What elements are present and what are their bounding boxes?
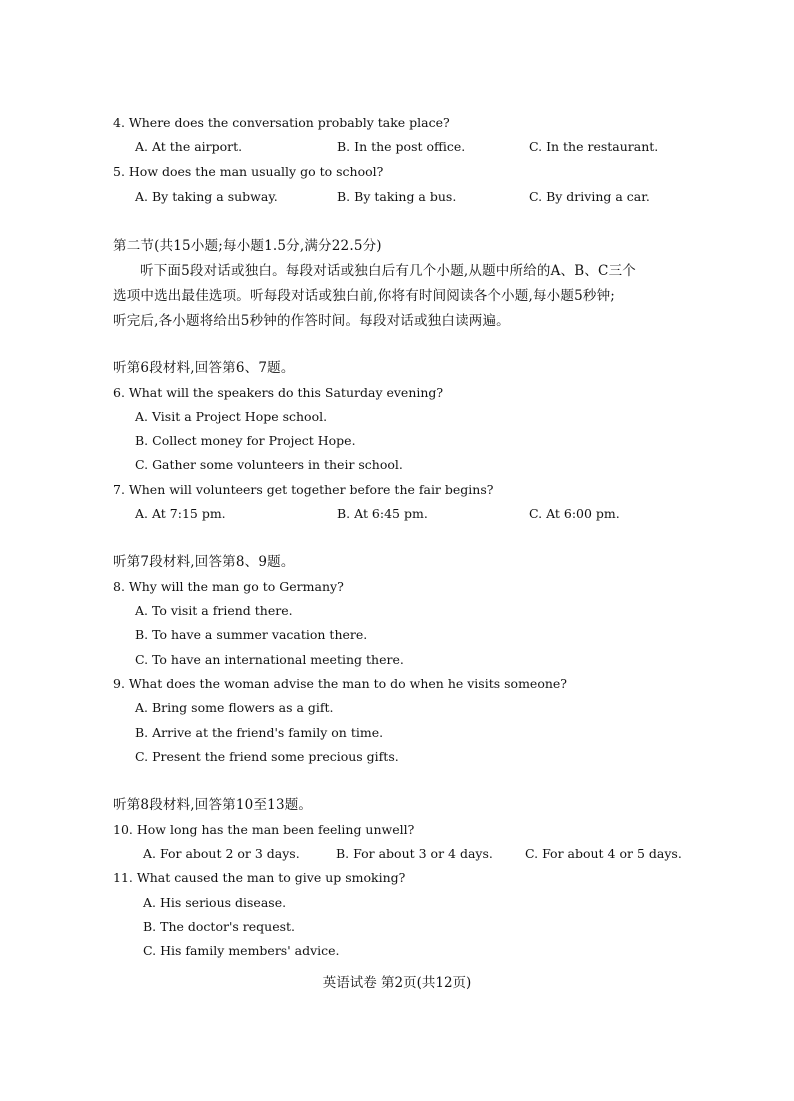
question-10-option-a: A. For about 2 or 3 days.: [143, 846, 300, 861]
question-9-option-c: C. Present the friend some precious gifts.: [135, 749, 399, 764]
question-7-stem: 7. When will volunteers get together before the fair begins?: [113, 482, 494, 497]
group-8-label: 听第8段材料,回答第10至13题。: [113, 797, 313, 813]
group-6-label: 听第6段材料,回答第6、7题。: [113, 360, 295, 376]
question-6-option-a: A. Visit a Project Hope school.: [135, 409, 328, 424]
section-2-heading: 第二节(共15小题;每小题1.5分,满分22.5分): [113, 238, 382, 254]
question-8-option-a: A. To visit a friend there.: [135, 603, 293, 618]
question-9-option-a: A. Bring some flowers as a gift.: [135, 700, 334, 715]
question-4-option-c: C. In the restaurant.: [529, 139, 659, 154]
question-7-option-a: A. At 7:15 pm.: [135, 506, 226, 521]
question-5-option-a: A. By taking a subway.: [135, 189, 278, 204]
question-9-stem: 9. What does the woman advise the man to do when he visits someone?: [113, 676, 567, 691]
question-6-option-c: C. Gather some volunteers in their school.: [135, 457, 403, 472]
question-11-stem: 11. What caused the man to give up smoking?: [113, 870, 406, 885]
question-4-option-b: B. In the post office.: [337, 139, 466, 154]
question-10-stem: 10. How long has the man been feeling unwell?: [113, 822, 415, 837]
question-7-option-b: B. At 6:45 pm.: [337, 506, 428, 521]
question-7-option-c: C. At 6:00 pm.: [529, 506, 620, 521]
question-5-option-b: B. By taking a bus.: [337, 189, 457, 204]
group-7-label: 听第7段材料,回答第8、9题。: [113, 554, 295, 570]
question-11-option-b: B. The doctor's request.: [143, 919, 296, 934]
question-4-option-a: A. At the airport.: [135, 139, 243, 154]
question-9-option-b: B. Arrive at the friend's family on time.: [135, 725, 384, 740]
section-2-instructions-line-2: 选项中选出最佳选项。听每段对话或独白前,你将有时间阅读各个小题,每小题5秒钟;: [113, 288, 616, 304]
question-5-option-c: C. By driving a car.: [529, 189, 650, 204]
question-8-option-c: C. To have an international meeting there.: [135, 652, 404, 667]
question-6-option-b: B. Collect money for Project Hope.: [135, 433, 356, 448]
question-8-option-b: B. To have a summer vacation there.: [135, 627, 368, 642]
question-11-option-a: A. His serious disease.: [143, 895, 287, 910]
page-footer: 英语试卷 第2页(共12页): [322, 975, 472, 991]
question-4-stem: 4. Where does the conversation probably take place?: [113, 115, 450, 130]
question-6-stem: 6. What will the speakers do this Saturday evening?: [113, 385, 444, 400]
section-2-instructions-line-3: 听完后,各小题将给出5秒钟的作答时间。每段对话或独白读两遍。: [113, 313, 510, 329]
question-10-option-c: C. For about 4 or 5 days.: [525, 846, 682, 861]
question-8-stem: 8. Why will the man go to Germany?: [113, 579, 344, 594]
question-10-option-b: B. For about 3 or 4 days.: [336, 846, 493, 861]
question-5-stem: 5. How does the man usually go to school?: [113, 164, 384, 179]
section-2-instructions-line-1: 听下面5段对话或独白。每段对话或独白后有几个小题,从题中所给的A、B、C三个: [140, 263, 636, 279]
question-11-option-c: C. His family members' advice.: [143, 943, 340, 958]
